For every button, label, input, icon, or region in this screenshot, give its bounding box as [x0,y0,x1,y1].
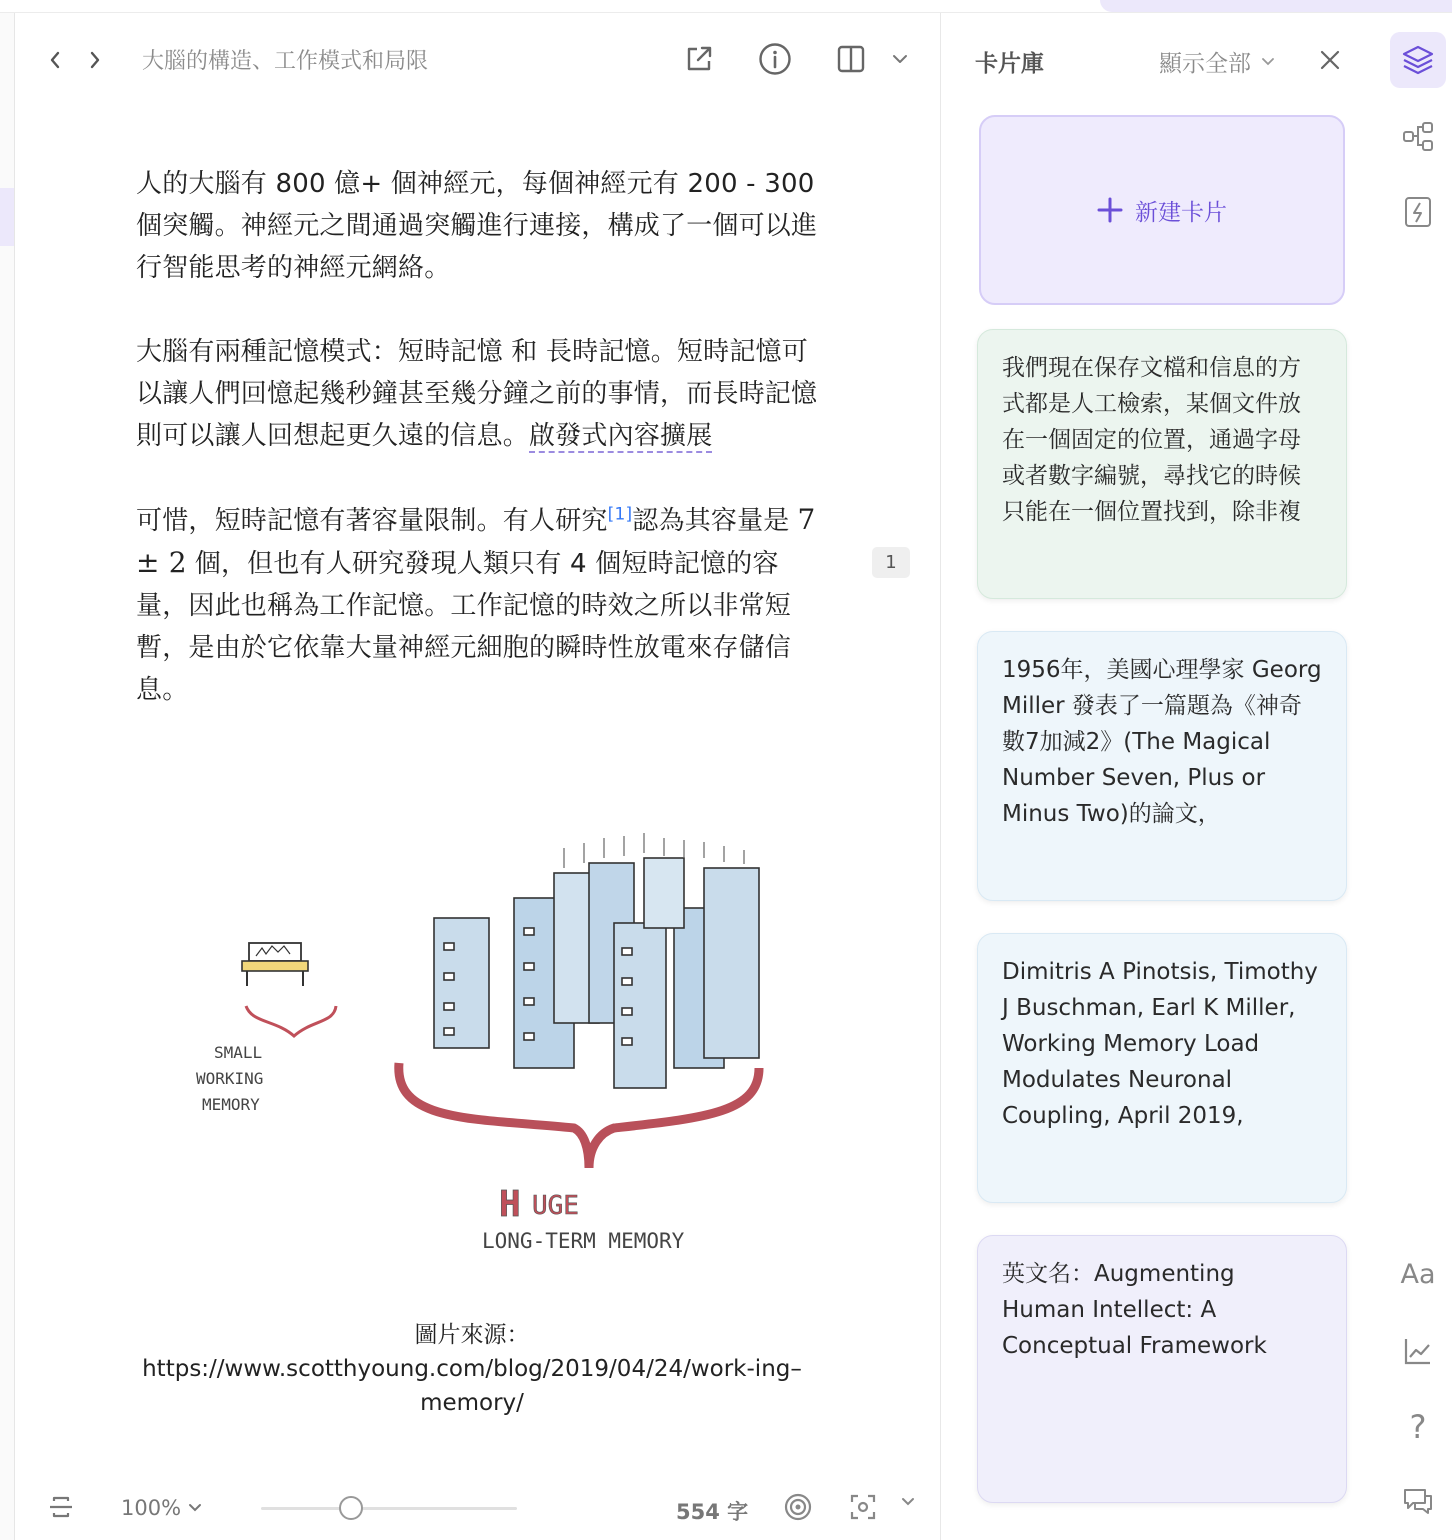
document-body[interactable] [136,163,826,753]
flash-card-tab[interactable] [1390,184,1446,240]
right-tool-rail [1371,13,1452,1540]
footer-more-dropdown[interactable] [900,1496,916,1508]
show-all-filter[interactable] [1159,45,1275,78]
split-view-button[interactable] [831,39,871,79]
zoom-slider-knob[interactable] [339,1496,363,1520]
zoom-value: 100% [121,1496,182,1520]
info-icon [758,42,792,76]
card-item[interactable]: 1956年，美國心理學家 Georg Miller 發表了一篇題為《神奇數7加減2》(The Magical Number Seven, Plus or Minus Two)的論文， [977,631,1347,901]
info-button[interactable] [755,39,795,79]
filter-label: 顯示全部 [1159,51,1251,77]
top-accent-bar [1100,0,1452,12]
editor-header [16,13,940,107]
chevron-down-icon [900,1496,916,1508]
chevron-right-icon [88,50,102,70]
sketch-memory-label: MEMORY [202,1095,260,1114]
filing-cabinets-drawing [434,833,759,1088]
screenshot-button[interactable] [848,1492,878,1522]
chat-bubbles-icon [1401,1485,1435,1517]
paragraph-3 [136,499,826,711]
chevron-down-icon [891,53,909,65]
citation-link[interactable]: [1] [607,504,633,525]
card-library-tab[interactable] [1390,32,1446,88]
line-chart-icon [1402,1335,1434,1367]
sketch-long-term-label: LONG-TERM MEMORY [482,1229,685,1253]
target-goal-button[interactable] [783,1492,813,1522]
editor-pane [16,13,940,1540]
heuristic-expansion-link[interactable]: 啟發式內容擴展 [529,421,713,451]
help-label: ? [1409,1408,1427,1446]
target-icon [783,1492,813,1522]
left-edge-strip [0,13,15,1540]
card-item[interactable]: 我們現在保存文檔和信息的方式都是人工檢索，某個文件放在一個固定的位置，通過字母或者數字編號，尋找它的時候只能在一個位置找到，除非複 [977,329,1347,599]
font-settings-button[interactable] [1390,1246,1446,1302]
paragraph-1: 人的大腦有 800 億+ 個神經元，每個神經元有 200 - 300 個突觸。神經元之間通過突觸進行連接，構成了一個可以進行智能思考的神經元網絡。 [136,169,818,283]
card-item[interactable]: Dimitris A Pinotsis, Timothy J Buschman, Earl K Miller, Working Memory Load Modulates Neuronal Coupling, April 2019, [977,933,1347,1203]
mind-map-icon [1401,119,1435,153]
sketch-small-label: SMALL [214,1043,263,1062]
focus-mode-button[interactable] [46,1492,76,1522]
math-formula: 7 ± 2 [136,503,816,579]
new-card-button[interactable] [979,115,1345,305]
back-button[interactable] [40,43,70,77]
caption-url[interactable]: https://www.scotthyoung.com/blog/2019/04/24/work-ing–memory/ [142,1356,802,1416]
image-caption [136,1318,808,1420]
panel-title: 卡片庫 [975,51,1044,77]
feedback-button[interactable] [1390,1473,1446,1529]
capture-frame-icon [848,1492,878,1522]
sketch-huge-h: H [499,1184,521,1225]
large-brace [399,1063,759,1168]
view-options-dropdown[interactable] [880,39,920,79]
card-item[interactable]: 英文名：Augmenting Human Intellect: A Conceptual Framework [977,1235,1347,1503]
small-brace [246,1006,336,1036]
zoom-dropdown[interactable] [121,1496,203,1520]
plus-icon [1097,197,1123,223]
caption-label: 圖片來源： [414,1322,530,1348]
left-edge-marker [0,188,14,246]
forward-button[interactable] [80,43,110,77]
word-count: 554 字 [676,1500,749,1524]
small-desk-drawing [242,943,308,986]
help-button[interactable] [1390,1399,1446,1455]
sketch-huge-rest: UGE [532,1191,579,1221]
zoom-slider-track[interactable] [261,1507,517,1510]
sketch-working-label: WORKING [196,1069,264,1088]
chevron-down-icon [187,1502,203,1514]
new-card-label: 新建卡片 [1135,199,1227,226]
editor-footer [16,1480,940,1540]
split-view-icon [835,43,867,75]
card-library-panel [941,13,1371,1540]
open-external-button[interactable] [679,39,719,79]
strikethrough-format-icon [46,1492,76,1522]
paragraph-3-end: 個，但也有人研究發現人類只有 4 個短時記憶的容量，因此也稱為工作記憶。工作記憶的時效之所以非常短暫，是由於它依靠大量神經元細胞的瞬時性放電來存儲信息。 [136,549,792,705]
memory-sketch-image[interactable] [144,828,794,1283]
paragraph-3-mid: 認為其容量是 [632,506,790,536]
layers-icon [1401,43,1435,77]
font-settings-label: Aa [1400,1258,1436,1290]
paragraph-2 [136,331,826,457]
chevron-down-icon [1261,57,1275,67]
statistics-button[interactable] [1390,1323,1446,1379]
close-icon [1319,49,1341,71]
footnote-badge[interactable]: 1 [872,547,910,578]
chevron-left-icon [48,50,62,70]
lightning-card-icon [1402,195,1434,229]
external-link-icon [683,43,715,75]
paragraph-2-text: 大腦有兩種記憶模式：短時記憶 和 長時記憶。短時記憶可以讓人們回憶起幾秒鐘甚至幾分鐘之前的事情，而長時記憶則可以讓人回想起更久遠的信息。 [136,337,818,451]
paragraph-3-start: 可惜，短時記憶有著容量限制。有人研究 [136,506,608,536]
close-panel-button[interactable] [1313,43,1347,77]
mind-map-tab[interactable] [1390,108,1446,164]
document-title[interactable]: 大腦的構造、工作模式和局限 [142,49,429,74]
